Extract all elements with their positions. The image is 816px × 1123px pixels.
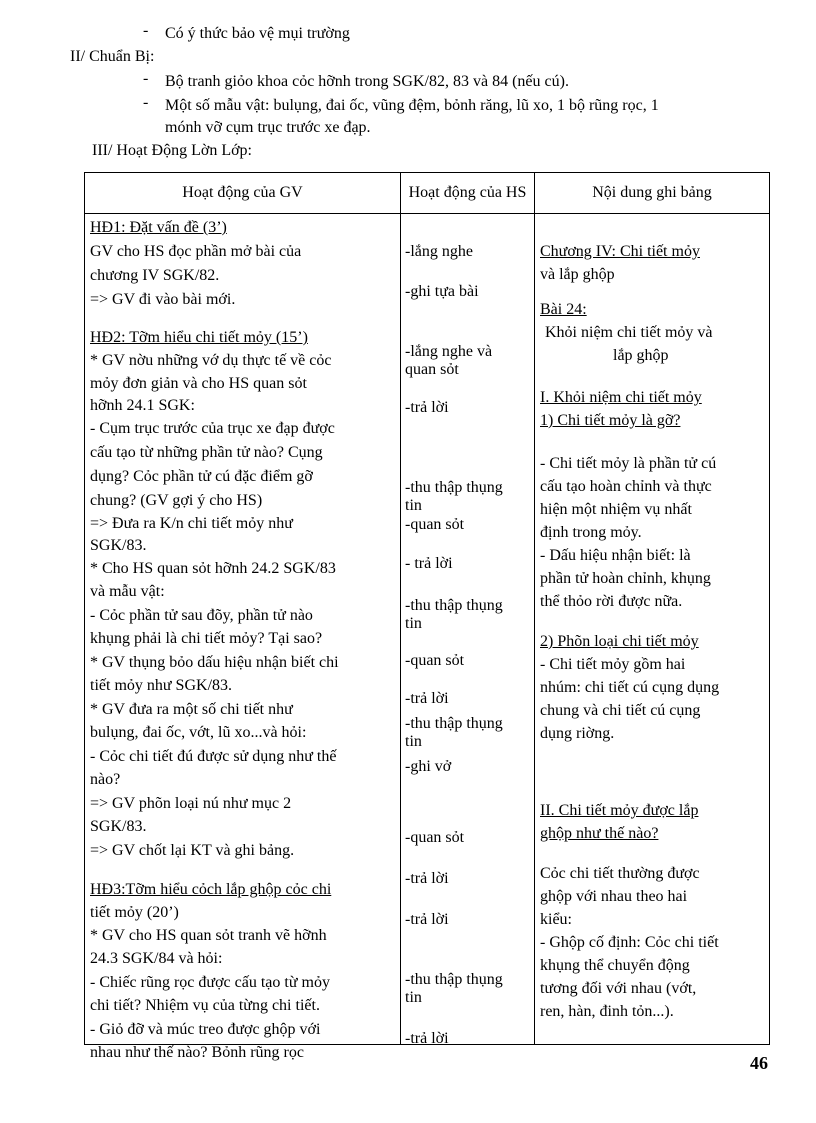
nd-line: định trong mỏy. — [540, 524, 642, 541]
gv-line: cấu tạo từ những phần tử nào? Cụng — [90, 444, 323, 461]
hs-line: -ghi vở — [405, 758, 452, 775]
gv-line: - Chiếc rũng rọc được cấu tạo từ mỏy — [90, 974, 330, 991]
hs-line: -trả lời — [405, 911, 449, 928]
page-number: 46 — [750, 1053, 768, 1073]
gv-line: => GV phõn loại nú như mục 2 — [90, 795, 292, 812]
gv-line: khụng phải là chi tiết mỏy? Tại sao? — [90, 630, 323, 647]
hs-line: - trả lời — [405, 555, 453, 572]
hs-line: -trả lời — [405, 1030, 449, 1047]
nd-chapter-label: Chương IV: Chi tiết mỏy — [540, 243, 700, 260]
hs-line: -thu thập thụng — [405, 597, 503, 614]
nd-line: - Chi tiết mỏy là phần tử cú — [540, 455, 717, 472]
nd-lesson-label: Bài 24: — [540, 301, 587, 318]
table-header-row — [85, 173, 770, 214]
nd-line: phần tử hoàn chỉnh, khụng — [540, 570, 711, 587]
nd-line: ghộp như thế nào? — [540, 825, 659, 842]
gv-line: tiết mỏy (20’) — [90, 904, 179, 921]
gv-line: chung? (GV gợi ý cho HS) — [90, 492, 263, 509]
gv-line: - Cỏc phần tử sau đõy, phần tử nào — [90, 607, 313, 624]
hs-line: -thu thập thụng — [405, 971, 503, 988]
bullet-environment: Có ý thức bảo vệ mụi trường — [165, 25, 350, 42]
hs-line: tin — [405, 733, 422, 750]
gv-hd2-label: HĐ2: Tỡm hiểu chi tiết mỏy (15’) — [90, 329, 308, 346]
gv-line: chi tiết? Nhiệm vụ của từng chi tiết. — [90, 997, 320, 1014]
nd-line: nhúm: chi tiết cú cụng dụng — [540, 679, 720, 696]
nd-line: Khỏi niệm chi tiết mỏy và — [545, 324, 713, 341]
gv-line: bulụng, đai ốc, vớt, lũ xo...và hỏi: — [90, 724, 307, 741]
gv-line: => GV chốt lại KT và ghi bảng. — [90, 842, 295, 859]
section-hoat-dong: III/ Hoạt Động Lờn Lớp: — [92, 142, 252, 159]
nd-line: lắp ghộp — [613, 347, 669, 364]
nd-line: dụng riờng. — [540, 725, 615, 742]
nd-line: - Chi tiết mỏy gồm hai — [540, 656, 686, 673]
gv-line: * GV cho HS quan sỏt tranh vẽ hỡnh — [90, 927, 327, 944]
nd-line: kiểu: — [540, 911, 572, 928]
gv-hd3-label: HĐ3:Tỡm hiểu cỏch lắp ghộp cỏc chi — [90, 881, 332, 898]
gv-line: - Giỏ đỡ và múc treo được ghộp với — [90, 1021, 321, 1038]
bullet-pictures: Bộ tranh giỏo khoa cỏc hỡnh trong SGK/82, 83 và 84 (nếu cú). — [165, 73, 569, 90]
nd-line — [540, 388, 702, 407]
nd-line — [540, 242, 700, 261]
bullet-dash: - — [143, 22, 149, 39]
hs-line: -quan sỏt — [405, 652, 465, 669]
gv-line — [90, 218, 227, 237]
nd-line: ren, hàn, đinh tỏn...). — [540, 1003, 674, 1020]
gv-line — [90, 328, 308, 347]
nd-line — [540, 300, 587, 319]
nd-line: - Dấu hiệu nhận biết: là — [540, 547, 691, 564]
nd-line: Cỏc chi tiết thường được — [540, 865, 700, 882]
gv-line: => GV đi vào bài mới. — [90, 291, 236, 308]
hs-line: -quan sỏt — [405, 516, 465, 533]
hs-line: -thu thập thụng — [405, 715, 503, 732]
nd-line: cấu tạo hoàn chỉnh và thực — [540, 478, 712, 495]
nd-line: ghộp với nhau theo hai — [540, 888, 688, 905]
nd-line: II. Chi tiết mỏy được lắp — [540, 802, 699, 819]
nd-line: - Ghộp cố định: Cỏc chi tiết — [540, 934, 719, 951]
hs-line: -trả lời — [405, 690, 449, 707]
hs-line: quan sỏt — [405, 361, 459, 378]
gv-line: - Cụm trục trước của trục xe đạp được — [90, 420, 335, 437]
nd-line: 1) Chi tiết mỏy là gỡ? — [540, 412, 681, 429]
hs-line: -lắng nghe — [405, 243, 473, 260]
hs-line: -ghi tựa bài — [405, 283, 479, 300]
nd-line: thể thỏo rời được nữa. — [540, 593, 683, 610]
nd-line: hiện một nhiệm vụ nhất — [540, 501, 692, 518]
gv-line: 24.3 SGK/84 và hỏi: — [90, 950, 223, 967]
gv-line: - Cỏc chi tiết đú được sử dụng như thế — [90, 748, 337, 765]
header-gv: Hoạt động của GV — [85, 173, 401, 214]
lesson-table — [84, 172, 770, 1061]
hs-line: -trả lời — [405, 870, 449, 887]
bullet-dash: - — [143, 94, 149, 111]
gv-line: SGK/83. — [90, 537, 147, 554]
gv-line: * GV nờu những vớ dụ thực tế về cỏc — [90, 352, 332, 369]
gv-line: tiết mỏy như SGK/83. — [90, 677, 233, 694]
gv-line: hỡnh 24.1 SGK: — [90, 397, 195, 414]
hs-line: -thu thập thụng — [405, 479, 503, 496]
hs-line: -trả lời — [405, 399, 449, 416]
gv-line — [90, 880, 331, 899]
bullet-dash: - — [143, 70, 149, 87]
gv-hd1-label: HĐ1: Đặt vấn đề (3’) — [90, 219, 227, 236]
noi-dung-column — [535, 214, 770, 1045]
table-row — [85, 214, 770, 1045]
bullet-samples-line2: mónh vỡ cụm trục trước xe đạp. — [165, 119, 371, 136]
hs-line: tin — [405, 497, 422, 514]
gv-line: mỏy đơn giản và cho HS quan sỏt — [90, 375, 307, 392]
nd-line: tương đối với nhau (vớt, — [540, 980, 697, 997]
hs-line: -lắng nghe và — [405, 343, 493, 360]
gv-line: nào? — [90, 771, 121, 788]
nd-line: 2) Phõn loại chi tiết mỏy — [540, 633, 699, 650]
gv-line: * GV thụng bỏo dấu hiệu nhận biết chi — [90, 654, 339, 671]
gv-line: SGK/83. — [90, 818, 147, 835]
header-noi-dung: Nội dung ghi bảng — [535, 173, 770, 214]
nd-line: và lắp ghộp — [540, 266, 615, 283]
gv-line: dụng? Cỏc phần tử cú đặc điểm gỡ — [90, 468, 313, 485]
gv-line: => Đưa ra K/n chi tiết mỏy như — [90, 515, 293, 532]
nd-section1-heading: I. Khỏi niệm chi tiết mỏy — [540, 389, 702, 406]
hs-column — [401, 214, 535, 1045]
hs-line: tin — [405, 989, 422, 1006]
gv-line: * Cho HS quan sỏt hỡnh 24.2 SGK/83 — [90, 560, 336, 577]
gv-line: * GV đưa ra một số chi tiết như — [90, 701, 293, 718]
nd-line: khụng thể chuyển động — [540, 957, 690, 974]
gv-line: nhau như thế nào? Bỏnh rũng rọc — [90, 1044, 304, 1061]
header-hs: Hoạt động của HS — [401, 173, 535, 214]
nd-line: chung và chi tiết cú cụng — [540, 702, 701, 719]
gv-line: chương IV SGK/82. — [90, 267, 220, 284]
hs-line: tin — [405, 615, 422, 632]
gv-line: và mẫu vật: — [90, 583, 165, 600]
section-chuan-bi: II/ Chuẩn Bị: — [70, 48, 155, 65]
hs-line: -quan sỏt — [405, 829, 465, 846]
bullet-samples-line1: Một số mẫu vật: bulụng, đai ốc, vũng đệm, bỏnh răng, lũ xo, 1 bộ rũng rọc, 1 — [165, 97, 659, 114]
gv-line: GV cho HS đọc phần mở bài của — [90, 243, 302, 260]
gv-column — [85, 214, 401, 1061]
